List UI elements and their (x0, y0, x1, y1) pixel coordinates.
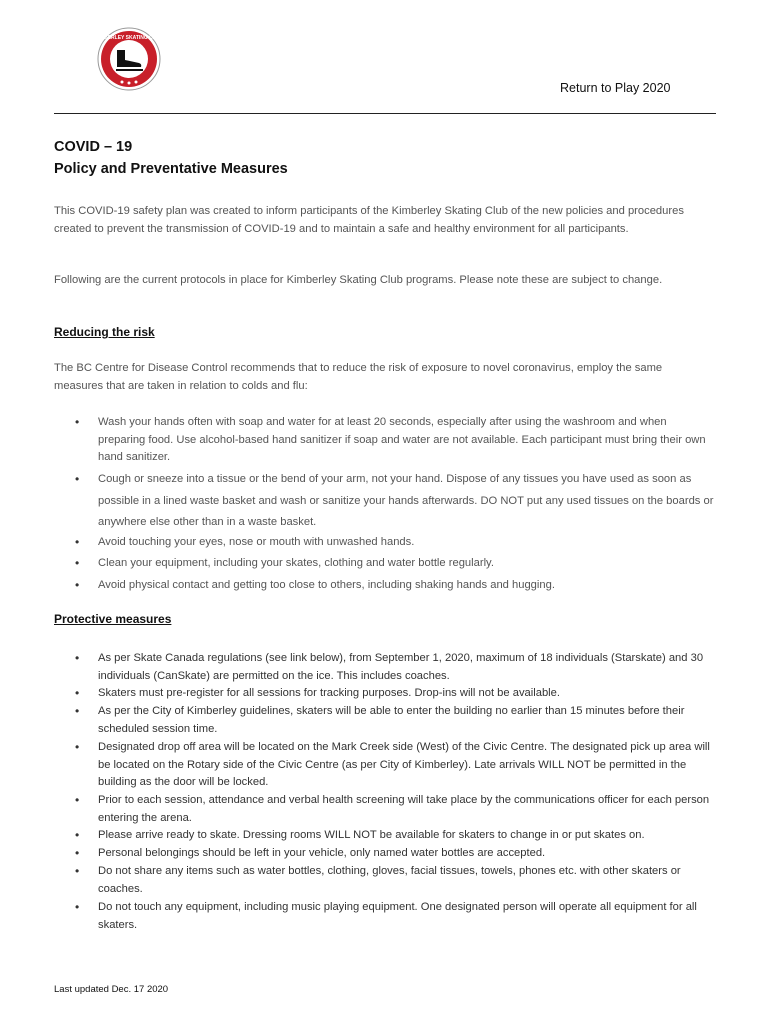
club-logo (89, 26, 169, 92)
list-item: • Please arrive ready to skate. Dressing rooms WILL NOT be available for skaters to change in or put skates on. (98, 827, 716, 845)
list-item: • Designated drop off area will be located on the Mark Creek side (West) of the Civic Centre. The designated pick up area will be located on the Rotary side of the Civic Centre (as per City of Kimberley). Late arrivals WILL NOT be permitted in the building as the door will be locked. (98, 739, 716, 792)
protective-measures-heading: Protective measures (54, 612, 172, 626)
svg-text:KIMBERLEY SKATING CLUB: KIMBERLEY SKATING CLUB (94, 35, 164, 41)
list-item: • Personal belongings should be left in your vehicle, only named water bottles are accepted. (98, 845, 716, 863)
intro-paragraph-2: Following are the current protocols in place for Kimberley Skating Club programs. Please note these are subject to change. (54, 274, 663, 286)
list-item: • Prior to each session, attendance and verbal health screening will take place by the communications officer for each person entering the arena. (98, 792, 716, 827)
intro-paragraph-1: This COVID-19 safety plan was created to inform participants of the Kimberley Skating Club of the new policies and procedures created to prevent the transmission of COVID-19 and to maintain a safe and healthy environment for all participants. (54, 205, 684, 235)
list-item: • Wash your hands often with soap and water for at least 20 seconds, especially after using the washroom and when preparing food. Use alcohol-based hand sanitizer if soap and water are not available. Each participant must bring their own hand sanitizer. (98, 414, 716, 467)
list-item: • As per Skate Canada regulations (see link below), from September 1, 2020, maximum of 18 individuals (Starskate) and 30 individuals (CanSkate) are permitted on the ice. This includes coaches. (98, 650, 716, 685)
list-item: • Skaters must pre-register for all sessions for tracking purposes. Drop-ins will not be available. (98, 685, 716, 703)
list-item: • Avoid physical contact and getting too close to others, including shaking hands and hugging. (98, 577, 716, 595)
title-line-1: COVID – 19 (54, 139, 133, 155)
reducing-risk-heading: Reducing the risk (54, 325, 155, 339)
list-item: • Do not share any items such as water bottles, clothing, gloves, facial tissues, towels, phones etc. with other skaters or coaches. (98, 863, 716, 898)
list-item: • As per the City of Kimberley guidelines, skaters will be able to enter the building no earlier than 15 minutes before their scheduled session time. (98, 703, 716, 738)
list-item: • Cough or sneeze into a tissue or the bend of your arm, not your hand. Dispose of any tissues you have used as soon as possible in a lined waste basket and wash or sanitize your hands afterwards. DO NOT put any used tissues on the boards or anywhere else other than in a waste basket. (98, 469, 716, 534)
last-updated: Last updated Dec. 17 2020 (54, 984, 169, 995)
list-item: • Do not touch any equipment, including music playing equipment. One designated person will operate all equipment for all skaters. (98, 899, 716, 934)
title-line-2: Policy and Preventative Measures (54, 161, 288, 177)
list-item: • Clean your equipment, including your skates, clothing and water bottle regularly. (98, 555, 716, 573)
list-item: • Avoid touching your eyes, nose or mouth with unwashed hands. (98, 534, 716, 552)
header-divider (54, 113, 716, 114)
document-label: Return to Play 2020 (560, 81, 671, 95)
reducing-risk-lead: The BC Centre for Disease Control recommends that to reduce the risk of exposure to novel coronavirus, employ the same measures that are taken in relation to colds and flu: (54, 362, 663, 392)
